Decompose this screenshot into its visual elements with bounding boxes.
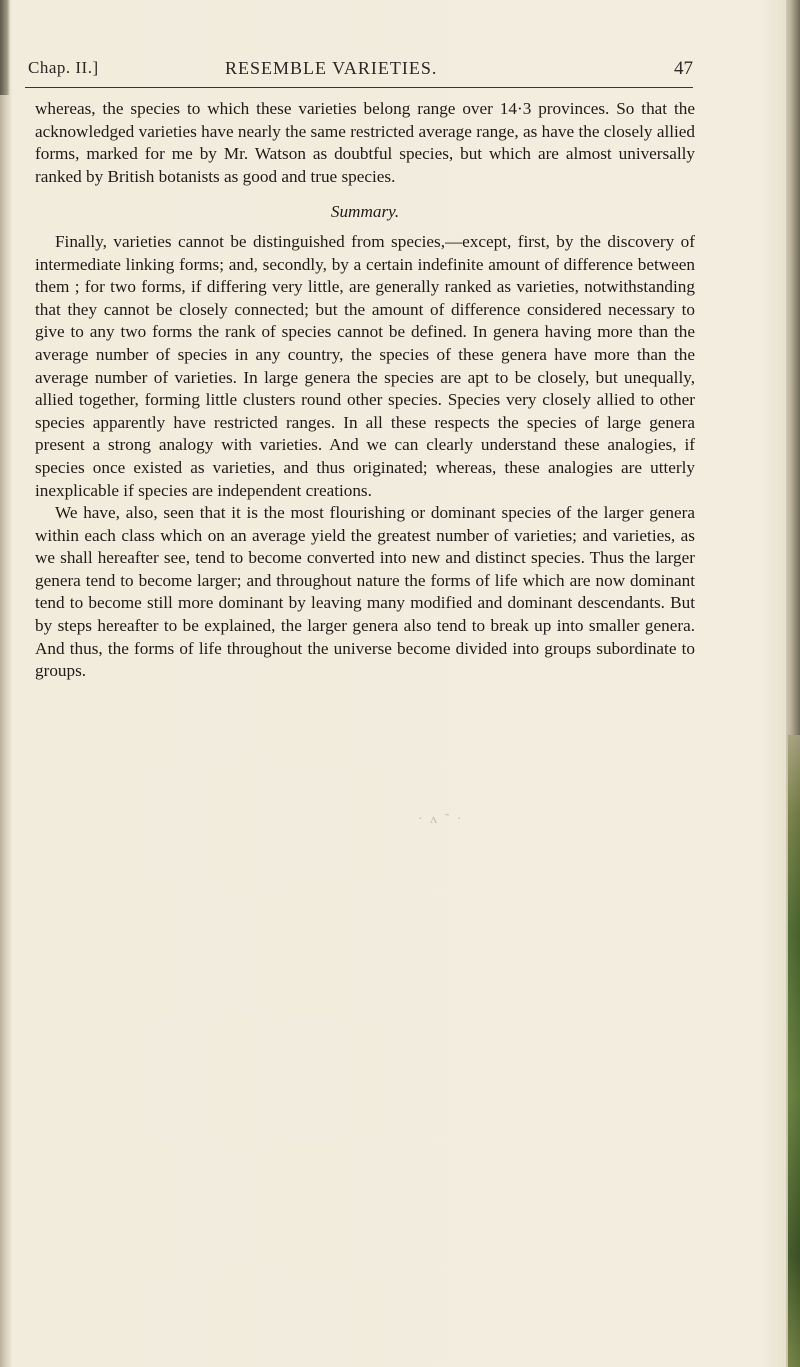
section-heading: Summary.: [330, 202, 400, 222]
running-head: [20, 58, 693, 84]
body-text: [35, 98, 695, 683]
paragraph-1: whereas, the species to which these varieties belong range over 14·3 provinces. So that the acknowledged varieties have nearly the same restricted average range, as have the closely allied forms, marked for me by Mr. Watson as doubtful species, but which are almost universally ranked by British botanists as good and true species.: [35, 99, 695, 186]
chapter-label: Chap. II.]: [28, 58, 99, 77]
ink-smudge: · ʌ ˜ ·: [418, 812, 464, 827]
page-gutter-shadow: [0, 0, 12, 1367]
header-rule: [25, 87, 693, 88]
paragraph-2: Finally, varieties cannot be distinguished from species,—except, first, by the discovery of intermediate linking forms; and, secondly, by a certain indefinite amount of difference between them ; for two forms, if differing very little, are generally ranked as varieties, notwithstanding that they cannot be closely connected; but the amount of difference considered necessary to give to any two forms the rank of species cannot be defined. In genera having more than the average number of species in any country, the species of these genera have more than the average number of varieties. In large genera the species are apt to be closely, but unequally, allied together, forming little clusters round other species. Species very closely allied to other species apparently have restricted ranges. In all these respects the species of large genera present a strong analogy with varieties. And we can clearly understand these analogies, if species once existed as varieties, and thus originated; whereas, these analogies are utterly inexplicable if species are independent creations.: [35, 231, 695, 500]
book-cover-edge: [788, 735, 800, 1367]
paragraph-3: We have, also, seen that it is the most flourishing or dominant species of the larger genera within each class which on an average yield the greatest number of varieties; and varieties, as we shall hereafter see, tend to become converted into new and distinct species. Thus the larger genera tend to become larger; and throughout nature the forms of life which are now dominant tend to become still more dominant by leaving many modified and dominant descendants. But by steps hereafter to be explained, the larger genera also tend to break up into smaller genera. And thus, the forms of life throughout the universe become divided into groups subordinate to groups.: [35, 503, 695, 681]
binding-edge: [0, 0, 10, 95]
running-title: RESEMBLE VARIETIES.: [225, 58, 438, 78]
page-number: 47: [674, 58, 693, 79]
